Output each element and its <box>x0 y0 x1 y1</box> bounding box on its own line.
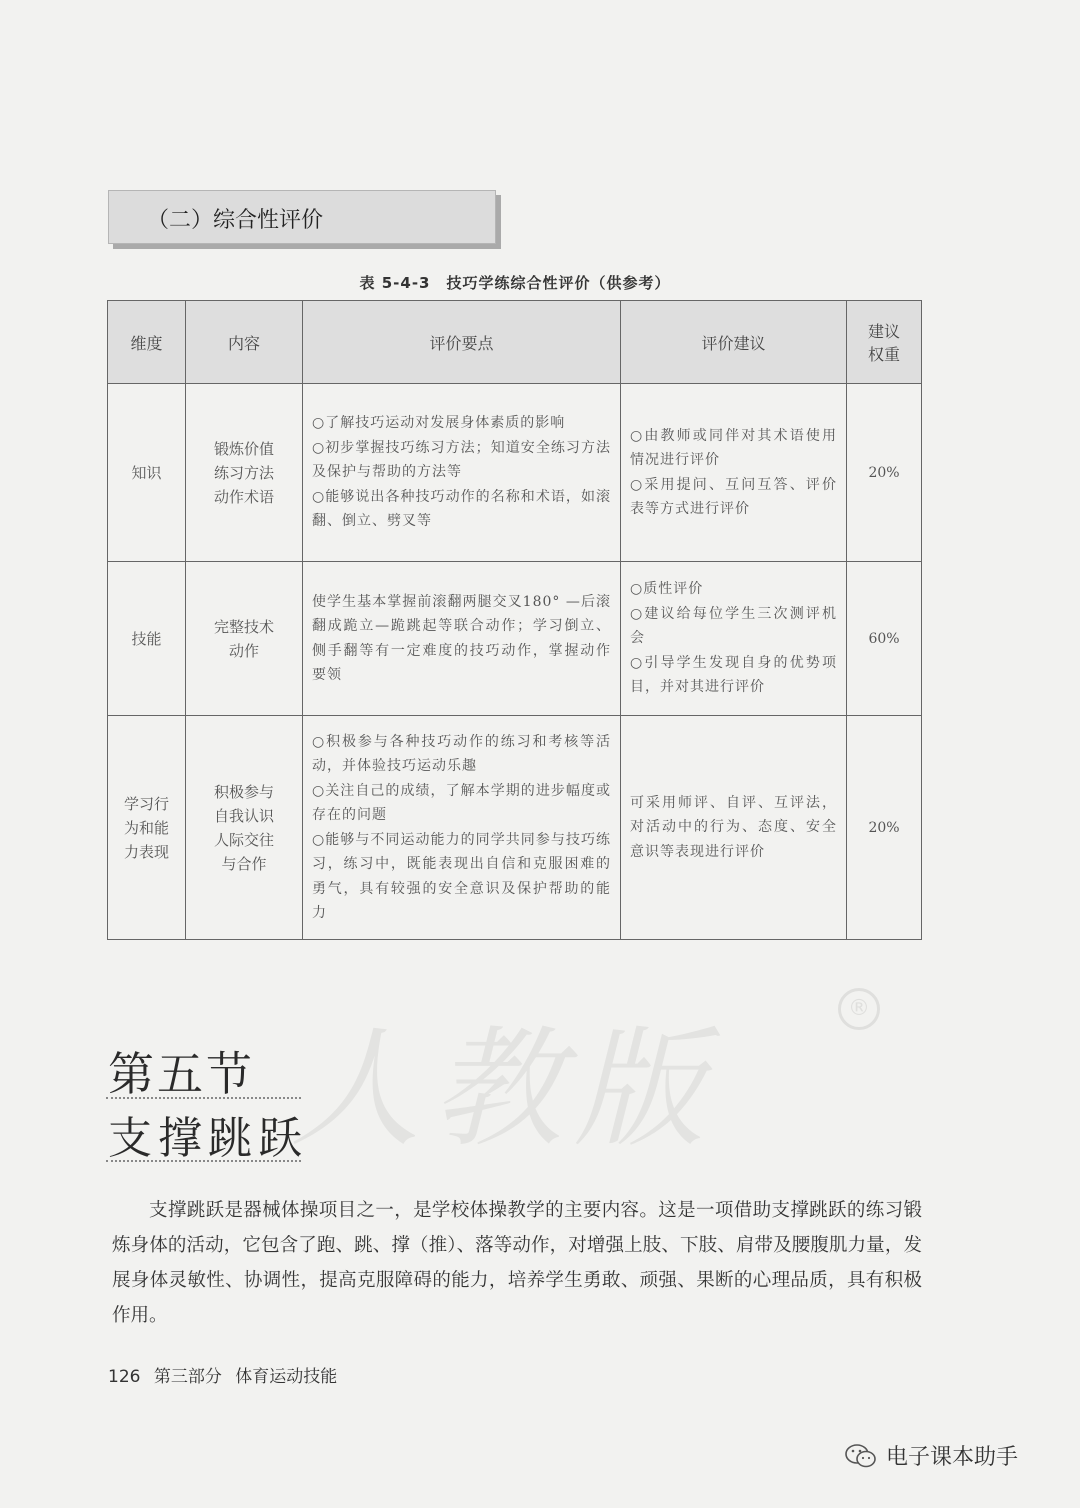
cell-suggestions: 可采用师评、自评、互评法，对活动中的行为、态度、安全意识等表现进行评价 <box>621 716 847 940</box>
table-row <box>108 562 922 716</box>
title-underline <box>106 1160 301 1162</box>
header-suggestions: 评价建议 <box>621 301 847 384</box>
cell-suggestions: ○由教师或同伴对其术语使用情况进行评价 ○采用提问、互问互答、评价表等方式进行评价 <box>621 384 847 562</box>
table-header-row <box>108 301 922 384</box>
account-name: 电子课本助手 <box>886 1445 1019 1470</box>
cell-points: ○积极参与各种技巧动作的练习和考核等活动，并体验技巧运动乐趣 ○关注自己的成绩，了解本学期的进步幅度或存在的问题 ○能够与不同运动能力的同学共同参与技巧练习，练习中，既能表现出自信和克服困难的勇气，具有较强的安全意识及保护帮助的能力 <box>303 716 621 940</box>
body-paragraph: 支撑跳跃是器械体操项目之一，是学校体操教学的主要内容。这是一项借助支撑跳跃的练习锻炼身体的活动，它包含了跑、跳、撑（推）、落等动作，对增强上肢、下肢、肩带及腰腹肌力量，发展身体灵敏性、协调性，提高克服障碍的能力，培养学生勇敢、顽强、果断的心理品质，具有积极作用。 <box>112 1200 922 1326</box>
header-points: 评价要点 <box>303 301 621 384</box>
cell-content: 完整技术 动作 <box>186 562 303 716</box>
page-footer <box>108 1362 345 1387</box>
cell-dimension: 技能 <box>108 562 186 716</box>
table-row <box>108 384 922 562</box>
cell-content: 积极参与 自我认识 人际交往 与合作 <box>186 716 303 940</box>
cell-weight: 20% <box>847 384 922 562</box>
cell-points: 使学生基本掌握前滚翻两腿交叉180° —后滚翻成跪立—跪跳起等联合动作；学习倒立、侧手翻等有一定难度的技巧动作，掌握动作要领 <box>303 562 621 716</box>
title-divider <box>106 1097 301 1099</box>
header-weight: 建议 权重 <box>847 301 922 384</box>
cell-content: 锻炼价值 练习方法 动作术语 <box>186 384 303 562</box>
registered-mark: ® <box>838 988 880 1030</box>
page-number: 126 <box>108 1367 141 1387</box>
table-caption: 表 5-4-3 技巧学练综合性评价（供参考） <box>359 274 671 292</box>
header-dimension: 维度 <box>108 301 186 384</box>
evaluation-table <box>107 300 922 940</box>
section-label: （二）综合性评价 <box>147 208 324 233</box>
cell-points: ○了解技巧运动对发展身体素质的影响 ○初步掌握技巧练习方法；知道安全练习方法及保护与帮助的方法等 ○能够说出各种技巧动作的名称和术语，如滚翻、倒立、劈叉等 <box>303 384 621 562</box>
header-content: 内容 <box>186 301 303 384</box>
cell-dimension: 知识 <box>108 384 186 562</box>
cell-weight: 60% <box>847 562 922 716</box>
table-row <box>108 716 922 940</box>
cell-suggestions: ○质性评价 ○建议给每位学生三次测评机会 ○引导学生发现自身的优势项目，并对其进行评价 <box>621 562 847 716</box>
wechat-icon <box>844 1442 878 1470</box>
cell-dimension: 学习行 为和能 力表现 <box>108 716 186 940</box>
account-brand <box>844 1440 1018 1471</box>
section-label-box <box>108 190 496 244</box>
publisher-watermark: 人教版 <box>290 1013 717 1165</box>
section-title: 支撑跳跃 <box>108 1113 308 1164</box>
part-label: 第三部分 <box>153 1367 222 1387</box>
part-title: 体育运动技能 <box>235 1367 338 1387</box>
section-number: 第五节 <box>108 1047 255 1101</box>
cell-weight: 20% <box>847 716 922 940</box>
